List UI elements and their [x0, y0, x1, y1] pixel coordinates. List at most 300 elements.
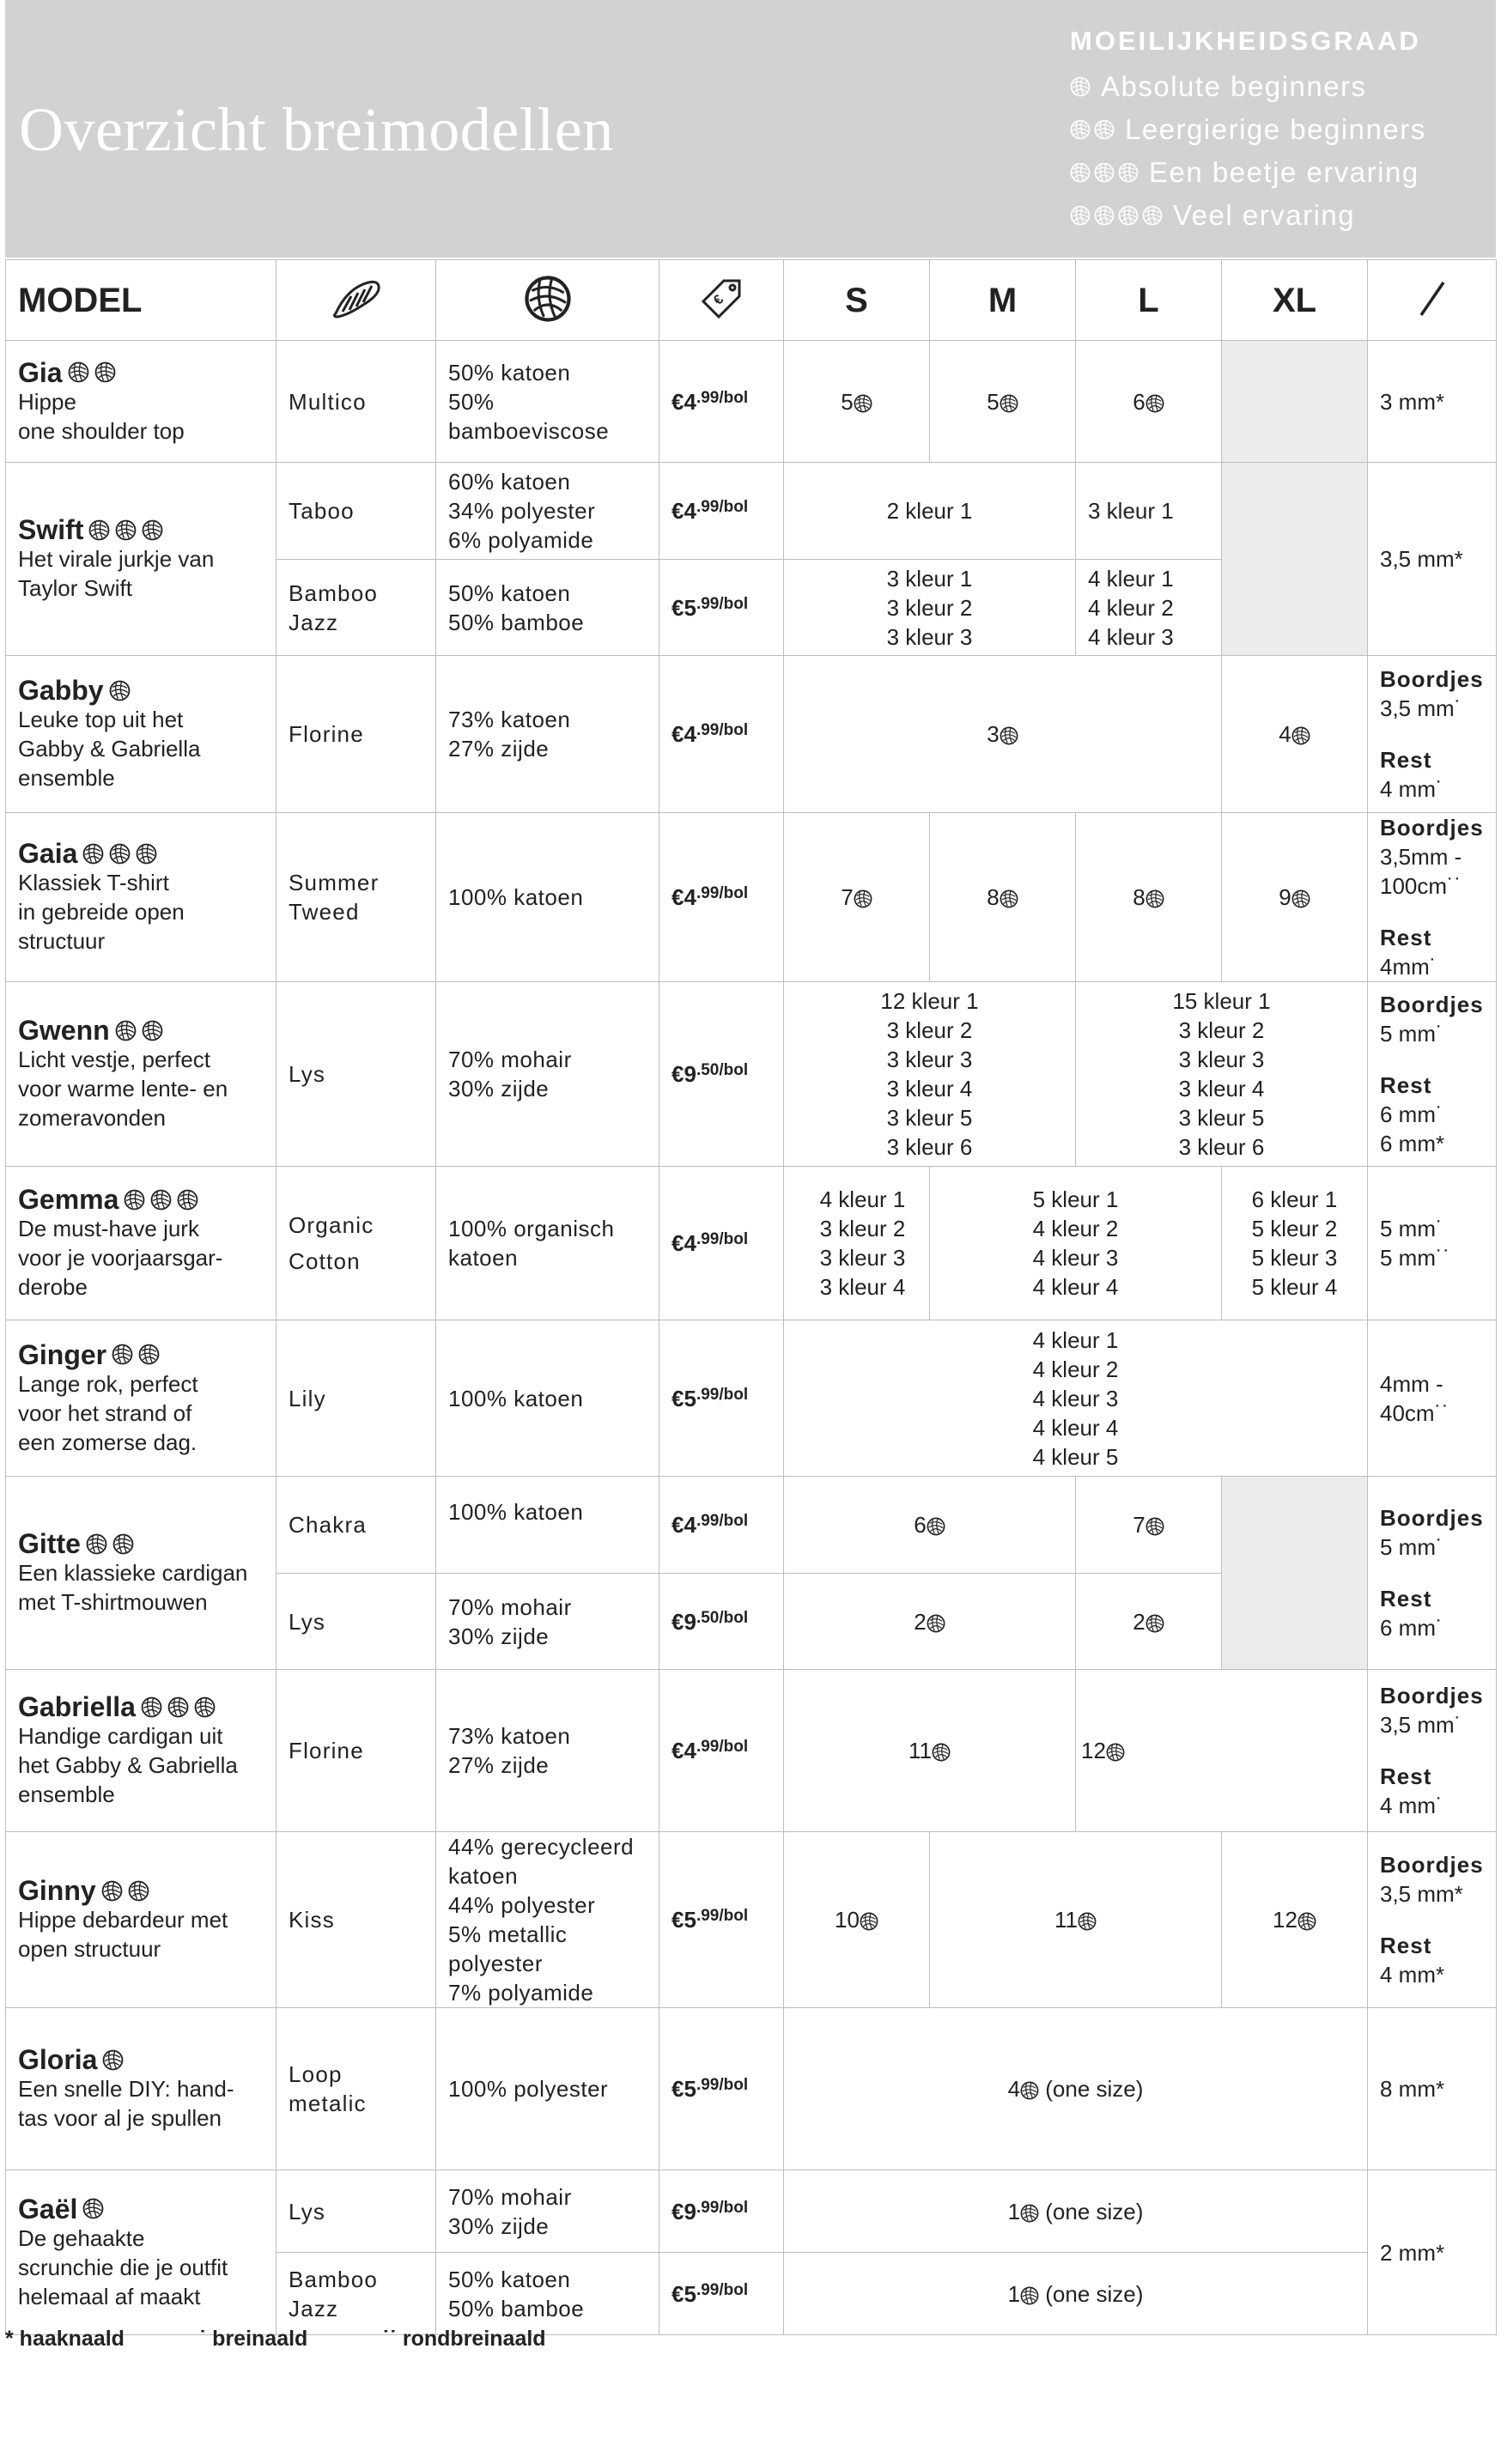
- model-desc: scrunchie die je outfit: [18, 2254, 228, 2280]
- yarn-ball-icon: [1106, 1743, 1125, 1762]
- difficulty-level-2: [1070, 108, 1426, 151]
- size-count: 6: [914, 1512, 927, 1538]
- model-cell: [6, 2170, 276, 2335]
- price-cell: [659, 1477, 784, 1574]
- needle-label: Rest: [1380, 1763, 1432, 1789]
- yarn-ball-icon: [524, 275, 572, 323]
- comp-line: 100% organisch: [448, 1216, 615, 1241]
- price-value: 5: [684, 1907, 696, 1933]
- price-currency: €: [672, 1385, 684, 1411]
- comp-line: 73% katoen: [448, 707, 571, 732]
- model-cell: [6, 463, 276, 656]
- model-name-wrap: [18, 839, 264, 868]
- comp-line: 30% zijde: [448, 1623, 550, 1649]
- size-count: 5: [987, 388, 1000, 415]
- price-cell: [659, 2170, 784, 2253]
- yarn-ball-icon: [1070, 205, 1091, 226]
- needle-cell: [1368, 1477, 1497, 1670]
- col-header-model: MODEL: [6, 260, 276, 341]
- price-currency: €: [672, 2076, 684, 2102]
- model-desc: een zomerse dag.: [18, 1429, 198, 1455]
- model-desc: Lange rok, perfect: [18, 1370, 198, 1397]
- size-l: [1076, 463, 1222, 560]
- table-row: [6, 982, 1497, 1167]
- yarn-ball-icon: [101, 1880, 123, 1902]
- difficulty-label: Leergierige beginners: [1125, 113, 1426, 145]
- yarn-cell: Lys: [276, 2170, 436, 2253]
- price-cell: [659, 560, 784, 656]
- size-l: [1076, 1574, 1222, 1670]
- price-cell: [659, 1320, 784, 1477]
- yarn-ball-icon: [1094, 119, 1115, 140]
- price-currency: €: [672, 1608, 684, 1635]
- yarn-ball-icon: [1146, 1614, 1164, 1633]
- size-count: 5 kleur 4: [1251, 1274, 1338, 1300]
- yarn-cell: Taboo: [276, 463, 436, 560]
- size-count: 3 kleur 2: [819, 1216, 906, 1241]
- difficulty-level-3: [1070, 151, 1426, 194]
- composition-cell: [436, 1320, 659, 1477]
- yarn-ball-icon: [115, 519, 137, 541]
- comp-line: 70% mohair: [448, 2183, 572, 2210]
- comp-line: 44% gerecycleerd: [448, 1834, 635, 1860]
- price-unit: .99/bol: [696, 1907, 749, 1925]
- size-xl: [1222, 813, 1368, 982]
- needle-label: Rest: [1380, 1072, 1432, 1098]
- needle-value: 3,5 mm*: [1380, 1881, 1463, 1907]
- needle-value: 100cm˙˙: [1380, 873, 1462, 899]
- needle-label: Rest: [1380, 1933, 1432, 1958]
- size-count: 3 kleur 4: [1178, 1076, 1265, 1102]
- yarn-ball-icon: [1020, 2286, 1039, 2305]
- size-count: 8: [987, 884, 1000, 910]
- yarn-ball-icon: [1118, 205, 1139, 226]
- model-desc: in gebreide open: [18, 899, 185, 925]
- yarn-ball-icon: [1142, 205, 1163, 226]
- size-count: 9: [1279, 884, 1291, 910]
- price-value: 5: [684, 2076, 696, 2102]
- model-name: Swift: [18, 514, 84, 545]
- needle-label: Boordjes: [1380, 1852, 1484, 1878]
- size-count: 3 kleur 4: [819, 1274, 906, 1300]
- table-row: [6, 1670, 1497, 1832]
- price-cell: [659, 341, 784, 463]
- size-m-l: [930, 1832, 1222, 2008]
- model-name: Gabby: [18, 675, 104, 706]
- model-desc: derobe: [18, 1274, 88, 1300]
- price-unit: .99/bol: [696, 1385, 749, 1404]
- model-desc: Handige cardigan uit: [18, 1723, 223, 1749]
- price-cell: [659, 982, 784, 1167]
- size-m-l: [930, 1167, 1222, 1320]
- size-all: [784, 2253, 1368, 2335]
- price-unit: .50/bol: [696, 1061, 749, 1079]
- yarn-ball-icon: [932, 1743, 951, 1762]
- size-l: [1076, 813, 1222, 982]
- needle-value: 6 mm*: [1380, 1131, 1445, 1156]
- yarn-ball-icon: [1070, 76, 1091, 97]
- model-desc: Hippe debardeur met: [18, 1907, 228, 1933]
- composition-cell: [436, 982, 659, 1167]
- model-desc: helemaal af maakt: [18, 2283, 201, 2309]
- model-name: Gaia: [18, 838, 78, 869]
- size-count: 4 kleur 3: [1032, 1245, 1119, 1271]
- yarn-ball-icon: [82, 843, 104, 865]
- model-name: Gabriella: [18, 1691, 136, 1722]
- composition-cell: [436, 1167, 659, 1320]
- size-count: 12 kleur 1: [880, 988, 979, 1014]
- model-desc: Klassiek T-shirt: [18, 870, 169, 895]
- yarn-cell: Lys: [276, 1574, 436, 1670]
- model-desc: open structuur: [18, 1936, 161, 1962]
- model-desc: Een snelle DIY: hand-: [18, 2076, 234, 2102]
- size-s-m-l: [784, 656, 1222, 813]
- yarn-ball-icon: [1118, 162, 1139, 183]
- yarn-ball-icon: [1146, 394, 1164, 413]
- size-count: 3 kleur 6: [1178, 1134, 1265, 1160]
- price-cell: [659, 1670, 784, 1832]
- size-l: [1076, 341, 1222, 463]
- price-currency: €: [672, 2280, 684, 2307]
- yarn-cell: Lys: [276, 982, 436, 1167]
- size-s: [784, 341, 930, 463]
- comp-line: 100% polyester: [448, 2076, 609, 2102]
- model-desc: het Gabby & Gabriella: [18, 1752, 238, 1778]
- comp-line: 50% katoen: [448, 580, 571, 606]
- model-desc: met T-shirtmouwen: [18, 1589, 208, 1615]
- model-name-wrap: [18, 2045, 264, 2074]
- yarn-ball-icon: [109, 843, 131, 865]
- size-s-m: [784, 1574, 1076, 1670]
- comp-line: 73% katoen: [448, 1723, 571, 1749]
- header-banner: [5, 0, 1496, 258]
- yarn-ball-icon: [1020, 2081, 1039, 2100]
- comp-line: 100% katoen: [448, 1385, 584, 1411]
- yarn-ball-icon: [1146, 889, 1164, 908]
- model-cell: [6, 982, 276, 1167]
- price-cell: [659, 2253, 784, 2335]
- model-name: Gloria: [18, 2044, 98, 2075]
- model-name: Gemma: [18, 1184, 119, 1215]
- comp-line: 50% bamboe: [448, 609, 585, 635]
- col-header-l: L: [1076, 260, 1222, 341]
- needle-cell: [1368, 982, 1497, 1167]
- col-header-m: M: [930, 260, 1076, 341]
- price-unit: .99/bol: [696, 1230, 749, 1248]
- needle-value: 4 mm˙: [1380, 776, 1443, 802]
- size-count: 2: [1133, 1608, 1146, 1635]
- comp-line: 6% polyamide: [448, 527, 594, 553]
- needle-cell: [1368, 1832, 1497, 2008]
- size-count: 4 kleur 3: [1088, 623, 1174, 650]
- price-currency: €: [672, 1061, 684, 1087]
- yarn-ball-icon: [927, 1517, 945, 1536]
- needle-value: 5 mm˙: [1380, 1021, 1443, 1047]
- col-header-needle: [1368, 260, 1497, 341]
- yarn-ball-icon: [102, 2049, 124, 2071]
- yarn-cell: Florine: [276, 656, 436, 813]
- size-count: 5 kleur 3: [1251, 1245, 1338, 1271]
- model-name-wrap: [18, 676, 264, 705]
- yarn-ball-icon: [109, 680, 131, 701]
- yarn-ball-icon: [1291, 889, 1310, 908]
- model-name-wrap: [18, 1016, 264, 1045]
- footnote-crochet: * haaknaald: [5, 2327, 125, 2351]
- size-count: 1: [1007, 2198, 1021, 2224]
- yarn-ball-icon: [112, 1344, 133, 1365]
- price-value: 4: [684, 1230, 696, 1256]
- needle-cell: [1368, 1670, 1497, 1832]
- model-cell: [6, 813, 276, 982]
- yarn-ball-icon: [1000, 394, 1018, 413]
- col-header-yarn: [276, 260, 436, 341]
- yarn-ball-icon: [142, 519, 163, 541]
- price-currency: €: [672, 1230, 684, 1256]
- yarn-ball-icon: [136, 843, 157, 865]
- size-count: 12: [1081, 1738, 1106, 1763]
- price-value: 9: [684, 1061, 696, 1087]
- size-count: 3 kleur 3: [1178, 1047, 1265, 1072]
- model-desc: ensemble: [18, 765, 115, 791]
- size-count: 3: [987, 721, 1000, 747]
- size-count: 12: [1273, 1907, 1297, 1933]
- comp-line: 70% mohair: [448, 1593, 572, 1620]
- price-unit: .99/bol: [696, 1512, 749, 1530]
- price-value: 4: [684, 1738, 696, 1763]
- difficulty-label: Veel ervaring: [1173, 199, 1356, 231]
- footnote-knitting-needle: ˙ breinaald: [198, 2327, 308, 2351]
- yarn-cell: Bamboo Jazz: [276, 560, 436, 656]
- model-cell: [6, 2008, 276, 2170]
- size-count: 4 kleur 1: [1088, 565, 1174, 592]
- price-value: 4: [684, 498, 696, 524]
- col-header-composition: [436, 260, 659, 341]
- yarn-cell: Florine: [276, 1670, 436, 1832]
- model-cell: [6, 341, 276, 463]
- price-currency: €: [672, 498, 684, 524]
- ball-icons: [1070, 205, 1163, 226]
- price-value: 4: [684, 388, 696, 415]
- yarn-skein-icon: [329, 274, 384, 324]
- needle-value: 3,5mm -: [1380, 844, 1462, 870]
- composition-cell: [436, 560, 659, 656]
- size-count: 3 kleur 6: [886, 1134, 973, 1160]
- table-row: [6, 656, 1497, 813]
- price-value: 5: [684, 2280, 696, 2307]
- model-name-wrap: [18, 358, 264, 387]
- needle-value: 4 mm˙: [1380, 1793, 1443, 1818]
- needle-value: 5 mm˙˙: [1380, 1245, 1451, 1271]
- composition-cell: [436, 1670, 659, 1832]
- size-l: [1076, 560, 1222, 656]
- price-currency: €: [672, 1907, 684, 1933]
- composition-cell: [436, 2008, 659, 2170]
- needle-label: Rest: [1380, 925, 1432, 950]
- size-count: 4 kleur 4: [1032, 1414, 1119, 1441]
- size-xl: [1222, 656, 1368, 813]
- price-value: 9: [684, 1608, 696, 1635]
- size-count: 2: [914, 1608, 927, 1635]
- yarn-ball-icon: [138, 1344, 160, 1365]
- size-count: 4 kleur 2: [1032, 1356, 1119, 1382]
- price-unit: .99/bol: [696, 388, 749, 407]
- price-currency: €: [672, 1738, 684, 1763]
- yarn-ball-icon: [177, 1189, 198, 1211]
- model-name-wrap: [18, 2194, 264, 2224]
- size-all: [784, 2170, 1368, 2253]
- needle-label: Boordjes: [1380, 1505, 1484, 1531]
- yarn-ball-icon: [1146, 1517, 1164, 1536]
- price-unit: .99/bol: [696, 498, 749, 516]
- table-row: [6, 1167, 1497, 1320]
- yarn-ball-icon: [1070, 119, 1091, 140]
- model-desc: one shoulder top: [18, 417, 185, 444]
- size-xl-na: [1222, 463, 1368, 656]
- composition-cell: [436, 813, 659, 982]
- size-xl-na: [1222, 1477, 1368, 1670]
- comp-line: 50% bamboeviscose: [448, 388, 610, 444]
- price-cell: [659, 1574, 784, 1670]
- needle-icon: [1411, 277, 1454, 320]
- size-count: 3 kleur 3: [819, 1245, 906, 1271]
- needle-value: 5 mm˙: [1380, 1534, 1443, 1560]
- comp-line: 100% katoen: [448, 1499, 584, 1525]
- needle-value: 4 mm*: [1380, 1962, 1445, 1988]
- composition-cell: [436, 2170, 659, 2253]
- yarn-ball-icon: [150, 1189, 172, 1211]
- page-title: Overzicht breimodellen: [19, 95, 614, 164]
- price-currency: €: [672, 884, 684, 910]
- needle-value: 4mm˙: [1380, 954, 1437, 980]
- yarn-cell: Summer Tweed: [276, 813, 436, 982]
- yarn-ball-icon: [1094, 205, 1115, 226]
- needle-cell: [1368, 1320, 1497, 1477]
- composition-cell: [436, 2253, 659, 2335]
- model-name-wrap: [18, 1340, 264, 1369]
- size-note: (one size): [1045, 2198, 1144, 2224]
- model-name-wrap: [18, 515, 264, 544]
- price-tag-icon: [698, 276, 744, 322]
- yarn-ball-icon: [1078, 1912, 1097, 1931]
- comp-line: 50% katoen: [448, 359, 571, 385]
- size-count: 11: [908, 1738, 932, 1763]
- needle-label: Boordjes: [1380, 1683, 1484, 1708]
- col-header-s: S: [784, 260, 930, 341]
- needle-value: 5 mm˙: [1380, 1216, 1443, 1241]
- price-cell: [659, 2008, 784, 2170]
- size-count: 1: [1007, 2280, 1021, 2307]
- yarn-ball-icon: [194, 1696, 216, 1718]
- yarn-cell: Loop metalic: [276, 2008, 436, 2170]
- model-desc: De gehaakte: [18, 2224, 145, 2251]
- needle-cell: [1368, 656, 1497, 813]
- size-count: 5 kleur 2: [1251, 1216, 1338, 1241]
- needle-cell: 2 mm*: [1368, 2170, 1497, 2335]
- needle-value: 6 mm˙: [1380, 1102, 1443, 1127]
- size-count: 4 kleur 2: [1088, 594, 1174, 621]
- yarn-ball-icon: [167, 1696, 189, 1718]
- yarn-ball-icon: [1070, 162, 1091, 183]
- model-desc: voor het strand of: [18, 1399, 192, 1426]
- price-unit: .99/bol: [696, 594, 749, 613]
- size-l-xl: [1076, 982, 1368, 1167]
- comp-line: 7% polyamide: [448, 1980, 594, 2006]
- model-desc: Hippe: [18, 388, 76, 415]
- model-desc: Gabby & Gabriella: [18, 736, 201, 762]
- yarn-ball-icon: [82, 2198, 104, 2219]
- comp-line: 5% metallic polyester: [448, 1921, 568, 1976]
- size-count: 7: [841, 884, 854, 910]
- comp-line: 50% katoen: [448, 2266, 571, 2292]
- col-header-xl: XL: [1222, 260, 1368, 341]
- size-note: (one size): [1045, 2076, 1144, 2102]
- yarn-ball-icon: [124, 1189, 145, 1211]
- needle-cell: 3,5 mm*: [1368, 463, 1497, 656]
- svg-text:€: €: [710, 291, 727, 308]
- composition-cell: [436, 1574, 659, 1670]
- comp-line: 27% zijde: [448, 1752, 550, 1778]
- size-count: 3 kleur 5: [1178, 1105, 1265, 1131]
- size-count: 6: [1133, 388, 1146, 415]
- price-unit: .99/bol: [696, 1738, 749, 1756]
- needle-rest: [1380, 923, 1484, 981]
- model-name: Ginny: [18, 1875, 96, 1906]
- size-count: 4 kleur 3: [1032, 1385, 1119, 1411]
- needle-label: Boordjes: [1380, 666, 1484, 692]
- model-name-wrap: [18, 1692, 264, 1721]
- price-currency: €: [672, 388, 684, 415]
- needle-value: 40cm˙˙: [1380, 1399, 1449, 1426]
- size-xl-na: [1222, 341, 1368, 463]
- comp-line: 60% katoen: [448, 469, 571, 495]
- model-cell: [6, 1477, 276, 1670]
- needle-label: Rest: [1380, 1586, 1432, 1611]
- model-desc: Taylor Swift: [18, 575, 132, 601]
- price-unit: .99/bol: [696, 2280, 749, 2299]
- col-header-price: [659, 260, 784, 341]
- model-name: Gia: [18, 356, 63, 388]
- yarn-ball-icon: [115, 1020, 137, 1041]
- difficulty-legend: [1070, 26, 1426, 237]
- size-count: 3 kleur 2: [886, 594, 973, 621]
- table-row: [6, 813, 1497, 982]
- yarn-ball-icon: [112, 1533, 134, 1555]
- model-cell: [6, 1167, 276, 1320]
- table-header-row: [6, 260, 1497, 341]
- size-note: (one size): [1045, 2280, 1144, 2307]
- size-count: 10: [835, 1907, 860, 1933]
- size-s-m: [784, 560, 1076, 656]
- difficulty-title: MOEILIJKHEIDSGRAAD: [1070, 26, 1421, 56]
- price-cell: [659, 1167, 784, 1320]
- size-count: 4 kleur 2: [1032, 1216, 1119, 1241]
- model-name: Gitte: [18, 1528, 81, 1559]
- yarn-ball-icon: [854, 889, 872, 908]
- model-desc: Het virale jurkje van: [18, 546, 215, 572]
- model-desc: voor je voorjaarsgar-: [18, 1245, 223, 1271]
- yarn-ball-icon: [128, 1880, 149, 1902]
- model-desc: Leuke top uit het: [18, 707, 184, 732]
- yarn-cell: Organic Cotton: [276, 1167, 436, 1320]
- difficulty-label: Absolute beginners: [1101, 70, 1367, 102]
- model-name: Gwenn: [18, 1015, 110, 1046]
- difficulty-level-4: [1070, 194, 1426, 237]
- size-count: 3 kleur 3: [886, 1047, 973, 1072]
- yarn-ball-icon: [927, 1614, 945, 1633]
- comp-line: katoen: [448, 1245, 519, 1271]
- price-currency: €: [672, 2198, 684, 2224]
- size-s-m: [784, 982, 1076, 1167]
